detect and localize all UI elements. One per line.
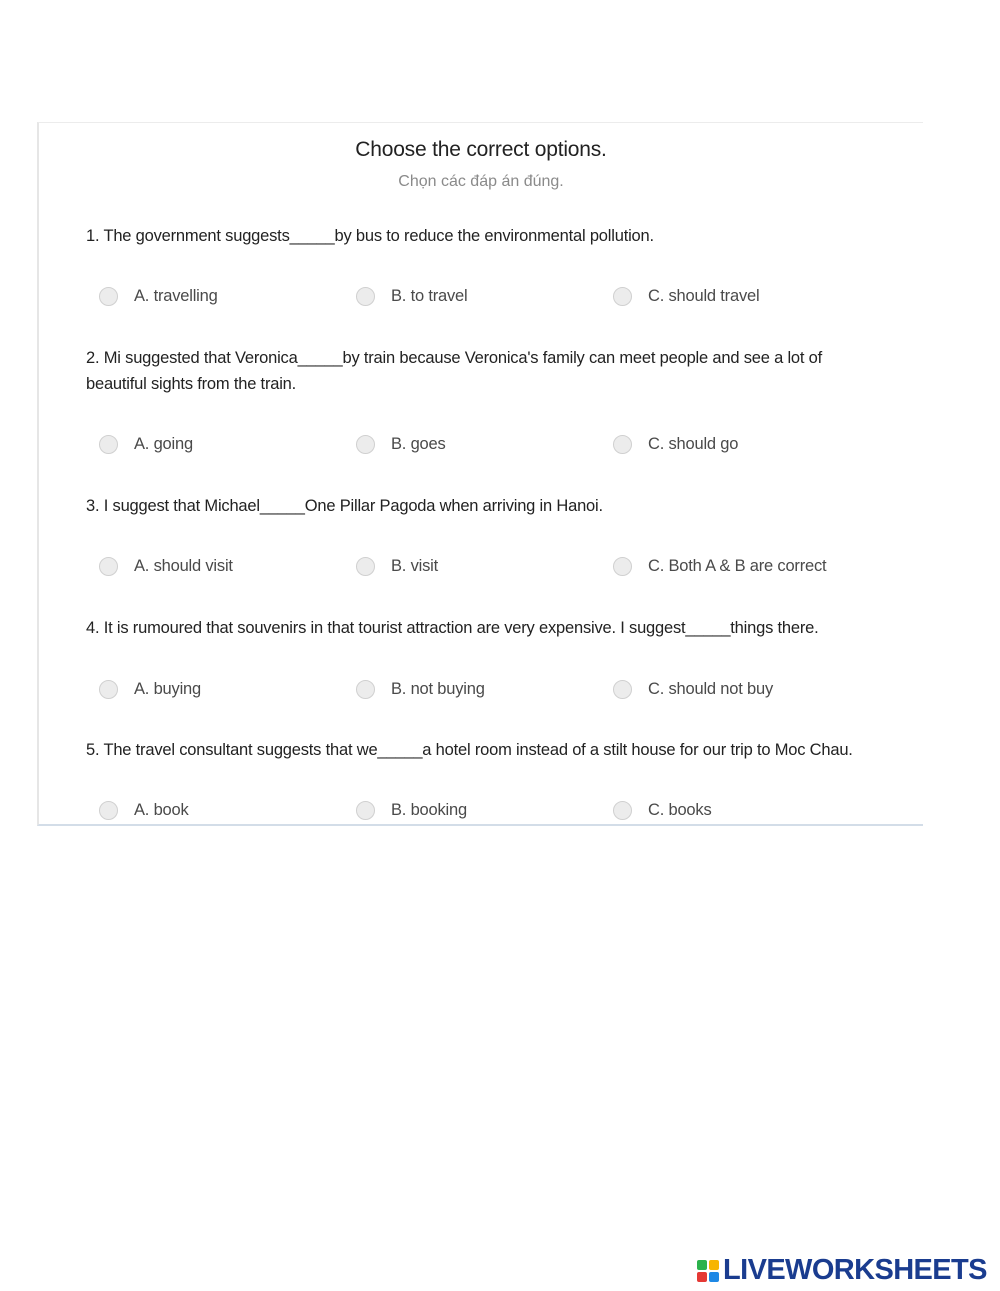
question-3-option-b[interactable] xyxy=(356,553,438,579)
radio-button[interactable] xyxy=(356,287,375,306)
question-2-option-b[interactable] xyxy=(356,431,446,457)
question-1-option-b[interactable] xyxy=(356,283,467,309)
page-title: Choose the correct options. xyxy=(355,138,607,161)
option-label: A. travelling xyxy=(134,286,218,305)
radio-button[interactable] xyxy=(613,287,632,306)
radio-button[interactable] xyxy=(613,435,632,454)
question-4-option-a[interactable] xyxy=(99,676,201,702)
radio-button[interactable] xyxy=(613,680,632,699)
question-5-text: 5. The travel consultant suggests that we_____a hotel room instead of a stilt house for our trip to Moc Chau. xyxy=(86,741,853,759)
radio-button[interactable] xyxy=(356,435,375,454)
option-label: A. should visit xyxy=(134,556,233,575)
option-label: B. to travel xyxy=(391,286,468,305)
radio-button[interactable] xyxy=(99,287,118,306)
question-4-option-b[interactable] xyxy=(356,676,485,702)
option-label: B. visit xyxy=(391,556,438,575)
option-label: A. going xyxy=(134,434,193,453)
brand-name: LIVEWORKSHEETS xyxy=(723,1254,987,1286)
question-3-option-a[interactable] xyxy=(99,553,233,579)
option-label: C. books xyxy=(648,800,712,819)
option-label: A. book xyxy=(134,800,189,819)
radio-button[interactable] xyxy=(613,557,632,576)
question-1-option-c[interactable] xyxy=(613,283,759,309)
liveworksheets-logo-icon xyxy=(697,1260,719,1282)
logo-square xyxy=(697,1272,707,1282)
page-subtitle: Chọn các đáp án đúng. xyxy=(398,173,564,190)
question-1-option-a[interactable] xyxy=(99,283,218,309)
liveworksheets-brand xyxy=(697,1254,987,1287)
radio-button[interactable] xyxy=(99,557,118,576)
question-4-text: 4. It is rumoured that souvenirs in that tourist attraction are very expensive. I suggest_____things there. xyxy=(86,619,819,637)
question-3-option-c[interactable] xyxy=(613,553,826,579)
worksheet-card xyxy=(37,122,923,826)
question-5-option-b[interactable] xyxy=(356,797,467,823)
option-label: C. should travel xyxy=(648,286,760,305)
question-3-text: 3. I suggest that Michael_____One Pillar Pagoda when arriving in Hanoi. xyxy=(86,497,603,515)
radio-button[interactable] xyxy=(356,801,375,820)
radio-button[interactable] xyxy=(99,435,118,454)
radio-button[interactable] xyxy=(613,801,632,820)
radio-button[interactable] xyxy=(356,557,375,576)
option-label: B. goes xyxy=(391,434,446,453)
option-label: C. should go xyxy=(648,434,739,453)
question-5-option-c[interactable] xyxy=(613,797,712,823)
question-2-option-a[interactable] xyxy=(99,431,193,457)
option-label: C. Both A & B are correct xyxy=(648,556,827,575)
question-5-option-a[interactable] xyxy=(99,797,189,823)
radio-button[interactable] xyxy=(356,680,375,699)
option-label: B. booking xyxy=(391,800,467,819)
question-4-option-c[interactable] xyxy=(613,676,773,702)
radio-button[interactable] xyxy=(99,801,118,820)
option-label: B. not buying xyxy=(391,679,485,698)
question-2-option-c[interactable] xyxy=(613,431,738,457)
option-label: C. should not buy xyxy=(648,679,774,698)
radio-button[interactable] xyxy=(99,680,118,699)
question-1-text: 1. The government suggests_____by bus to reduce the environmental pollution. xyxy=(86,227,654,245)
logo-square xyxy=(697,1260,707,1270)
question-2-text: 2. Mi suggested that Veronica_____by train because Veronica's family can meet people and see a lot of beautiful sights from the train. xyxy=(86,349,823,393)
logo-square xyxy=(709,1260,719,1270)
option-label: A. buying xyxy=(134,679,201,698)
logo-square xyxy=(709,1272,719,1282)
